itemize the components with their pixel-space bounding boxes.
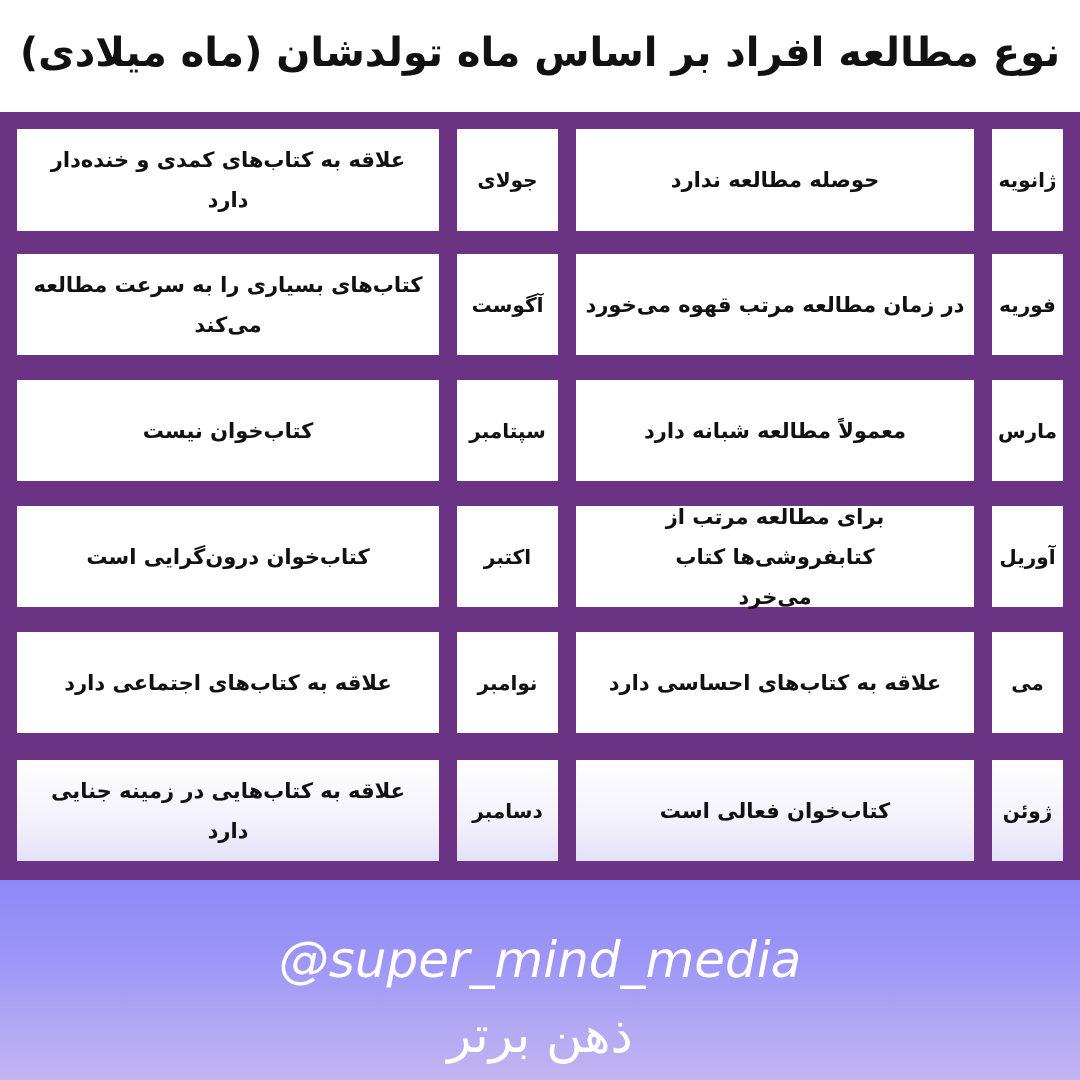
page-title: نوع مطالعه افراد بر اساس ماه تولدشان (ماه میلادی) bbox=[19, 30, 1061, 76]
month-cell-february: فوریه bbox=[992, 254, 1063, 355]
month-cell-october: اکتبر bbox=[457, 506, 558, 607]
month-cell-april: آوریل bbox=[992, 506, 1063, 607]
trait-cell-november: علاقه به کتاب‌های اجتماعی دارد bbox=[17, 632, 439, 733]
trait-cell-october: کتاب‌خوان درون‌گرایی است bbox=[17, 506, 439, 607]
trait-cell-september: کتاب‌خوان نیست bbox=[17, 380, 439, 481]
trait-cell-april: برای مطالعه مرتب از کتابفروشی‌ها کتاب می‌خرد bbox=[576, 506, 974, 607]
brand-name: ذهن برتر bbox=[447, 1006, 633, 1064]
trait-cell-february: در زمان مطالعه مرتب قهوه می‌خورد bbox=[576, 254, 974, 355]
month-cell-september: سپتامبر bbox=[457, 380, 558, 481]
month-cell-january: ژانویه bbox=[992, 129, 1063, 231]
trait-cell-june: کتاب‌خوان فعالی است bbox=[576, 760, 974, 861]
month-cell-november: نوامبر bbox=[457, 632, 558, 733]
social-handle: @super_mind_media bbox=[278, 931, 802, 989]
title-bar bbox=[0, 0, 1080, 112]
month-cell-july: جولای bbox=[457, 129, 558, 231]
trait-cell-august: کتاب‌های بسیاری را به سرعت مطالعه می‌کند bbox=[17, 254, 439, 355]
trait-cell-january: حوصله مطالعه ندارد bbox=[576, 129, 974, 231]
trait-cell-march: معمولاً مطالعه شبانه دارد bbox=[576, 380, 974, 481]
month-cell-may: می bbox=[992, 632, 1063, 733]
trait-cell-december: علاقه به کتاب‌هایی در زمینه جنایی دارد bbox=[17, 760, 439, 861]
month-cell-december: دسامبر bbox=[457, 760, 558, 861]
trait-cell-july: علاقه به کتاب‌های کمدی و خنده‌دار دارد bbox=[17, 129, 439, 231]
trait-cell-may: علاقه به کتاب‌های احساسی دارد bbox=[576, 632, 974, 733]
month-cell-march: مارس bbox=[992, 380, 1063, 481]
month-cell-june: ژوئن bbox=[992, 760, 1063, 861]
months-table bbox=[0, 112, 1080, 880]
month-cell-august: آگوست bbox=[457, 254, 558, 355]
